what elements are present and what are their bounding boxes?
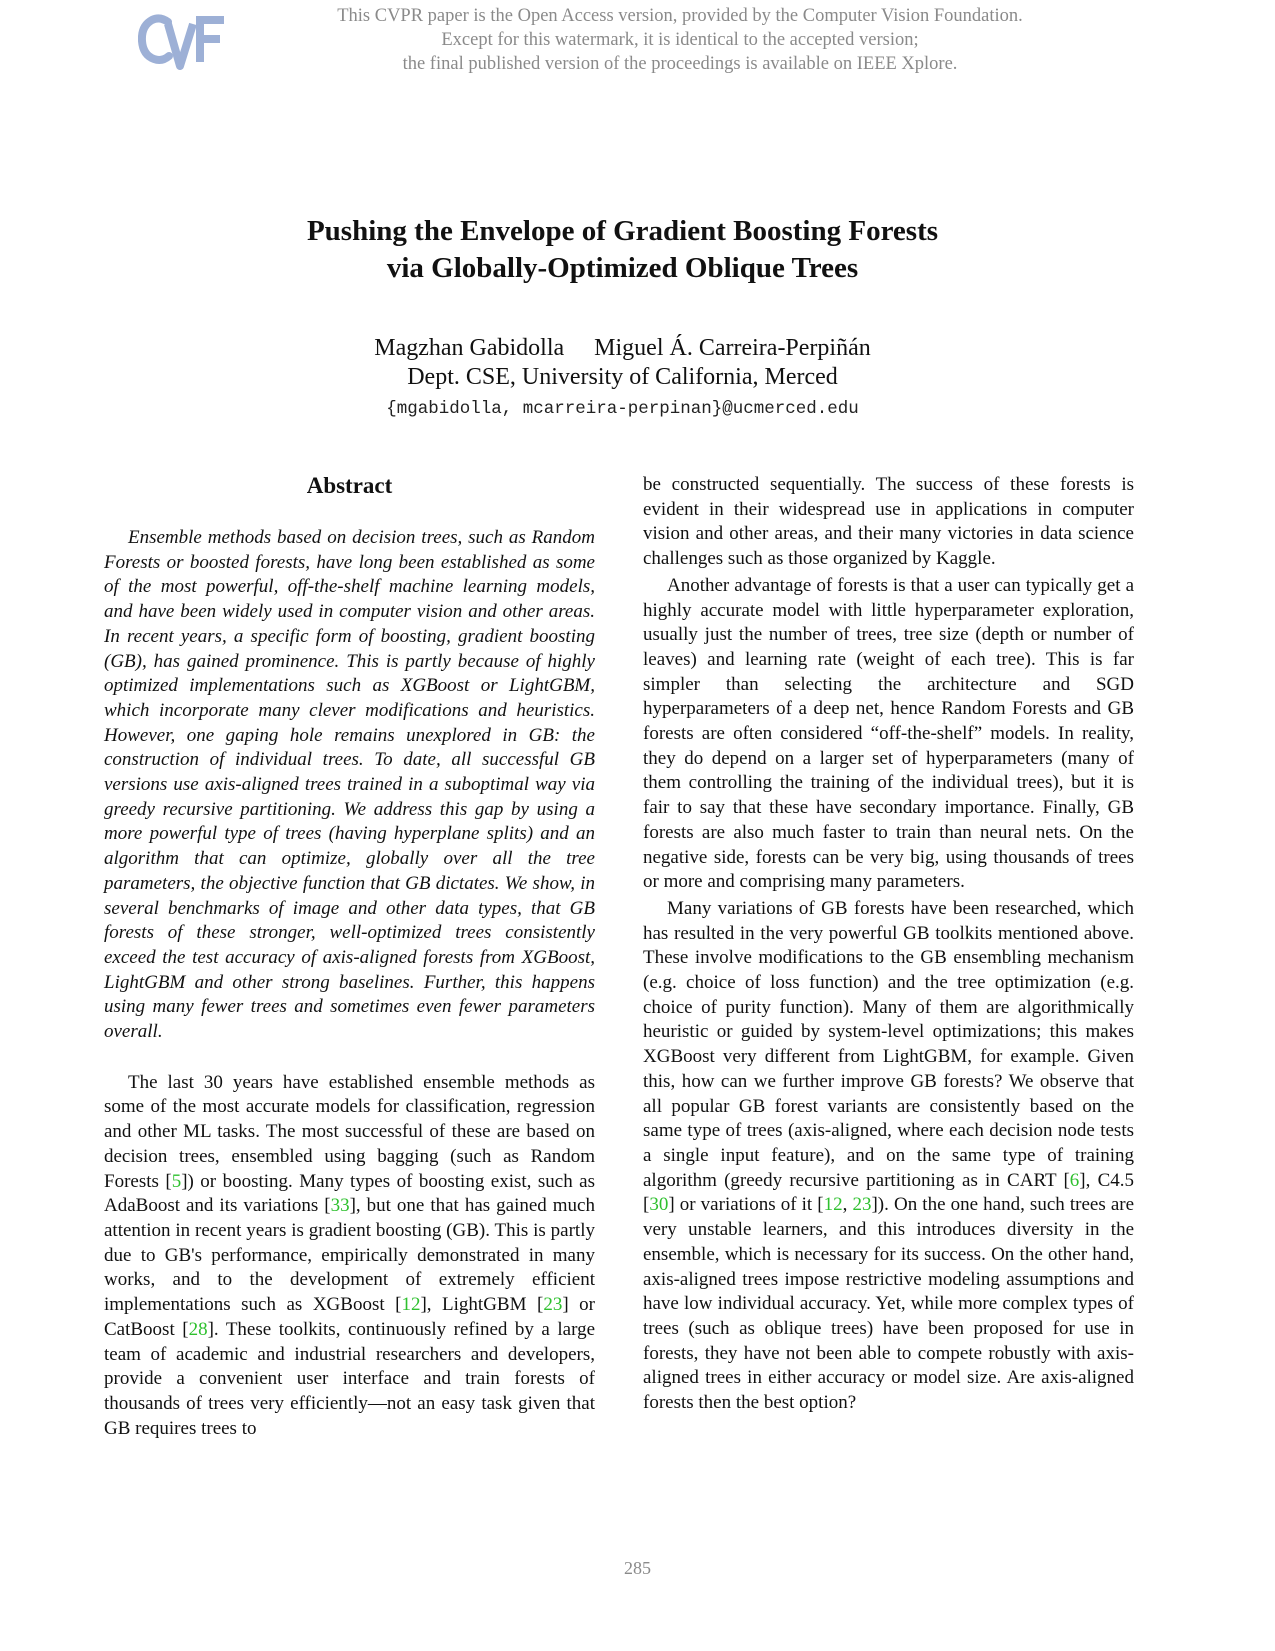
- title-line-2: via Globally-Optimized Oblique Trees: [386, 252, 859, 284]
- intro-paragraph-1-continued: be constructed sequentially. The success of these forests is evident in their widespread use in applications in computer vision and other areas, and their many victories in data science challenges such as those organized by Kaggle.: [643, 474, 1134, 570]
- cvf-logo-icon: [138, 10, 230, 72]
- right-column: [643, 473, 1134, 1416]
- abstract-text: Ensemble methods based on decision trees, such as Random Forests or boosted forests, have long been established as some of the most powerful, off-the-shelf machine learning models, and have been widely used in computer vision and other areas. In recent years, a specific form of boosting, gradient boosting (GB), has gained prominence. This is partly because of highly optimized implementations such as XGBoost or LightGBM, which incorporate many clever modifications and heuristics. However, one gaping hole remains unexplored in GB: the construction of individual trees. To date, all successful GB versions use axis-aligned trees trained in a suboptimal way via greedy recursive partitioning. We address this gap by using a more powerful type of trees (having hyperplane splits) and an algorithm that can optimize, globally over all the tree parameters, the objective function that GB dictates. We show, in several benchmarks of image and other data types, that GB forests of these stronger, well-optimized trees consistently exceed the test accuracy of axis-aligned forests from XGBoost, LightGBM and other strong baselines. Further, this happens using many fewer trees and sometimes even fewer parameters overall.: [104, 527, 595, 1043]
- intro-paragraph-1: The last 30 years have established ensemble methods as some of the most accurate models for classification, regression and other ML tasks. The most successful of these are based on decision trees, ensembled using bagging (such as Random Forests [5]) or boosting. Many types of boosting exist, such as AdaBoost and its variations [33], but one that has gained much attention in recent years is gradient boosting (GB). This is partly due to GB's performance, empirically demonstrated in many works, and to the development of extremely efficient implementations such as XGBoost [12], LightGBM [23] or CatBoost [28]. These toolkits, continuously refined by a large team of academic and industrial researchers and developers, provide a convenient user interface and train forests of thousands of trees very efficiently—not an easy task given that GB requires trees to: [104, 1071, 596, 1439]
- citation-link[interactable]: 12: [401, 1294, 421, 1316]
- open-access-watermark: [250, 4, 1110, 76]
- citation-link[interactable]: 30: [649, 1194, 669, 1216]
- watermark-line-2: Except for this watermark, it is identical to the accepted version;: [441, 30, 919, 50]
- citation-link[interactable]: 33: [330, 1195, 350, 1217]
- abstract-heading: Abstract: [306, 473, 393, 498]
- intro-paragraph-3: Many variations of GB forests have been researched, which has resulted in the very powerful GB toolkits mentioned above. These involve modifications to the GB ensembling mechanism (e.g. choice of loss function) and the tree optimization (e.g. choice of purity function). Many of them are algorithmically heuristic or guided by system-level optimizations; this makes XGBoost very different from LightGBM, for example. Given this, how can we further improve GB forests? We observe that all popular GB forest variants are consistently based on the same type of trees (axis-aligned, where each decision node tests a single input feature), and on the same type of training algorithm (greedy recursive partitioning as in CART [6], C4.5 [30] or variations of it [12, 23]). On the one hand, such trees are very unstable learners, and this introduces diversity in the ensemble, which is necessary for its success. On the other hand, axis-aligned trees impose restrictive modeling assumptions and have low individual accuracy. Yet, while more complex types of trees (such as oblique trees) have been proposed for use in forests, they have not been able to compete robustly with axis-aligned trees in either accuracy or model size. Are axis-aligned forests then the best option?: [643, 897, 1135, 1414]
- citation-link[interactable]: 28: [188, 1318, 208, 1340]
- author-email: {mgabidolla, mcarreira-perpinan}@ucmerced.edu: [386, 399, 859, 419]
- cvf-logo: [138, 10, 230, 72]
- citation-link[interactable]: 23: [543, 1294, 563, 1316]
- title-line-1: Pushing the Envelope of Gradient Boosting Forests: [306, 215, 939, 247]
- affiliation: Dept. CSE, University of California, Merced: [407, 364, 838, 390]
- watermark-line-1: This CVPR paper is the Open Access version, provided by the Computer Vision Foundation.: [337, 6, 1023, 26]
- watermark-line-3: the final published version of the proceedings is available on IEEE Xplore.: [402, 54, 958, 74]
- author-name-1: Magzhan Gabidolla: [374, 335, 565, 361]
- page-number: 285: [624, 1558, 651, 1578]
- citation-link[interactable]: 5: [171, 1170, 182, 1192]
- intro-paragraph-2: Another advantage of forests is that a user can typically get a highly accurate model with little hyperparameter exploration, usually just the number of trees, tree size (depth or number of leaves) and learning rate (weight of each tree). This is far simpler than selecting the architecture and SGD hyperparameters of a deep net, hence Random Forests and GB forests are often considered “off-the-shelf” models. In reality, they do depend on a larger set of hyperparameters (many of them controlling the training of the individual trees), but it is fair to say that these have secondary importance. Finally, GB forests are also much faster to train than neural nets. On the negative side, forests can be very big, using thousands of trees or more and comprising many parameters.: [643, 574, 1134, 893]
- citation-link[interactable]: 23: [852, 1194, 872, 1216]
- paper-title: [0, 213, 1245, 287]
- author-block: [0, 334, 1245, 392]
- left-column: [104, 471, 595, 1441]
- citation-link[interactable]: 6: [1069, 1169, 1080, 1191]
- citation-link[interactable]: 12: [823, 1194, 843, 1216]
- author-name-2: Miguel Á. Carreira-Perpiñán: [594, 335, 871, 361]
